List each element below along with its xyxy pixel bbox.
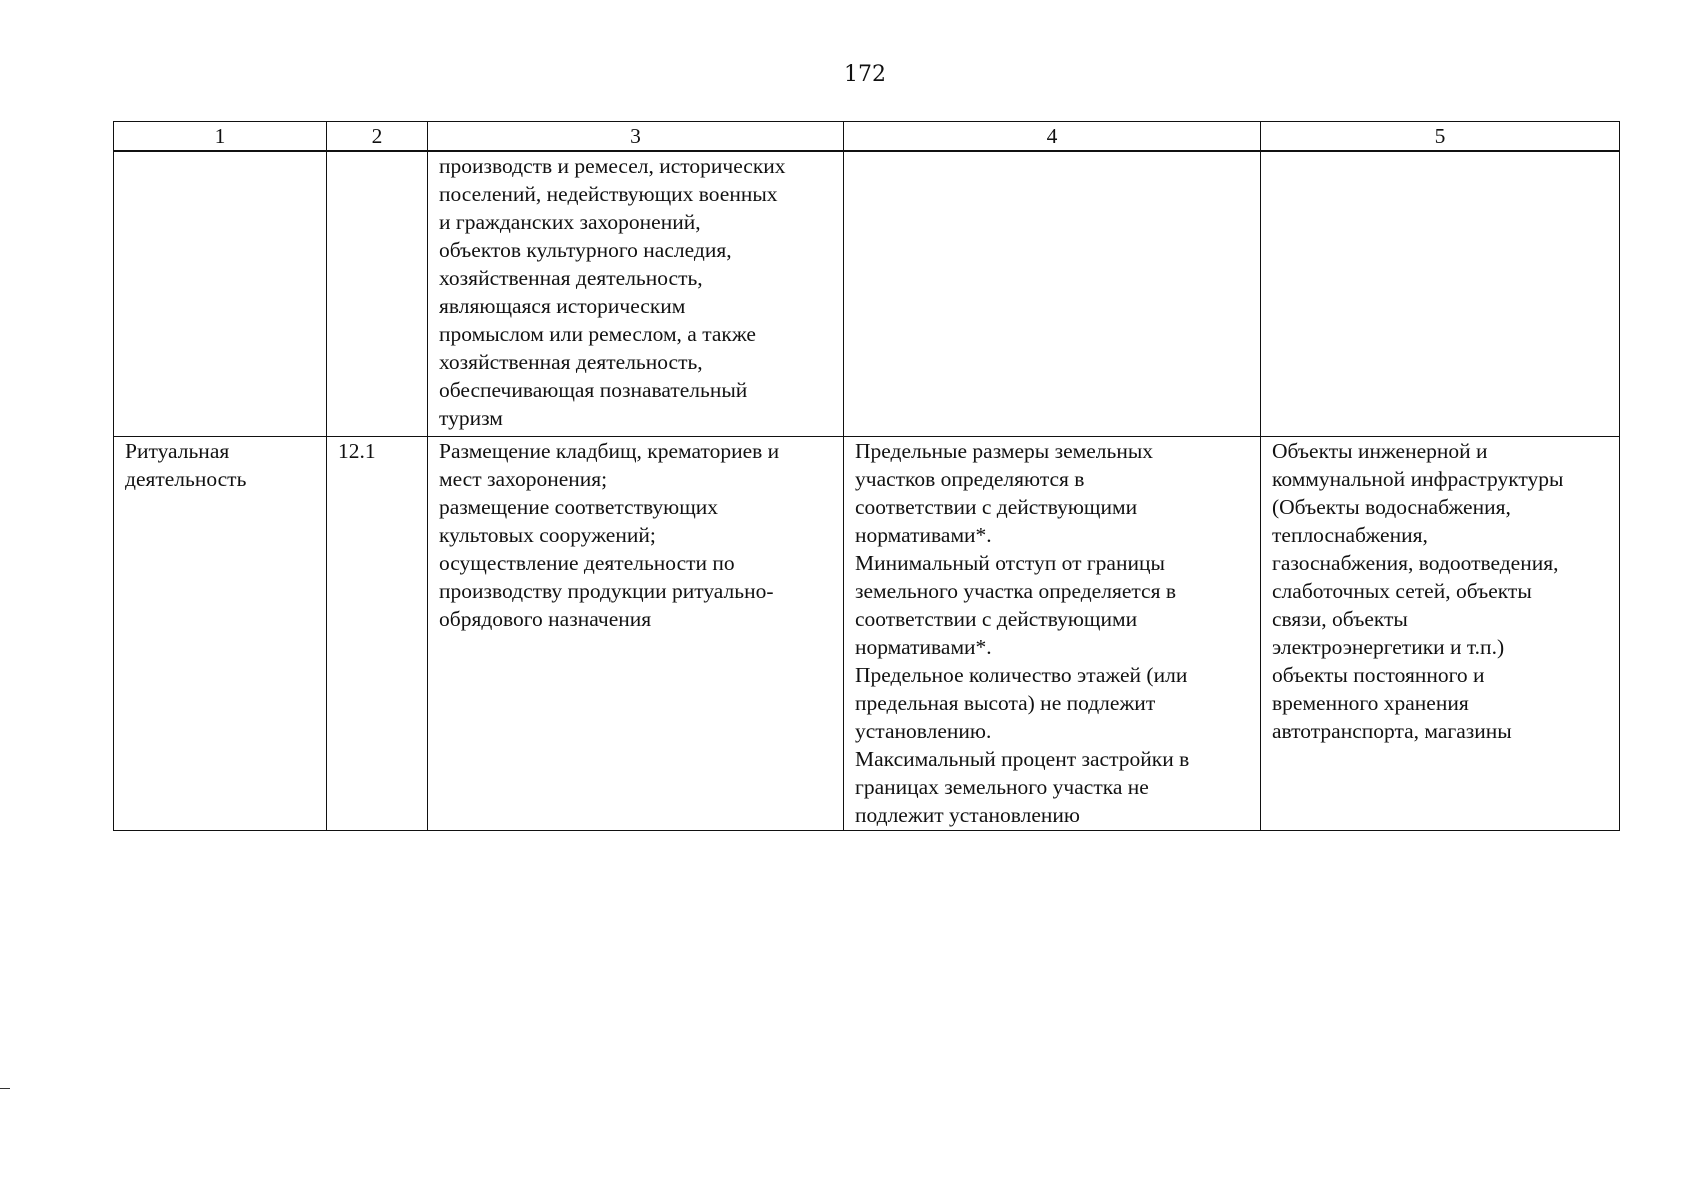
- cell-use-name: [114, 151, 327, 437]
- cell-description: Размещение кладбищ, крематориев и мест захоронения; размещение соответствующих культовых сооружений; осуществление деятельности по производству продукции ритуально- обрядового назначения: [428, 437, 844, 831]
- column-header-5: 5: [1261, 122, 1620, 152]
- table-row: [114, 437, 1620, 831]
- cell-auxiliary-uses: [1261, 151, 1620, 437]
- cell-parameters: [844, 151, 1261, 437]
- cell-code: 12.1: [327, 437, 428, 831]
- cell-use-name: Ритуальная деятельность: [114, 437, 327, 831]
- table-row: [114, 151, 1620, 437]
- cell-auxiliary-uses: Объекты инженерной и коммунальной инфраструктуры (Объекты водоснабжения, теплоснабжения, газоснабжения, водоотведения, слаботочных сетей, объекты связи, объекты электроэнергетики и т.п.) объекты постоянного и временного хранения автотранспорта, магазины: [1261, 437, 1620, 831]
- column-header-2: 2: [327, 122, 428, 152]
- cell-description: производств и ремесел, исторических поселений, недействующих военных и гражданских захоронений, объектов культурного наследия, хозяйственная деятельность, являющаяся историческим промыслом или ремеслом, а также хозяйственная деятельность, обеспечивающая познавательный туризм: [428, 151, 844, 437]
- header-row: [114, 122, 1620, 152]
- table-header: [114, 122, 1620, 152]
- cell-code: [327, 151, 428, 437]
- page-number: 172: [844, 62, 886, 87]
- margin-mark: [0, 1088, 10, 1089]
- column-header-4: 4: [844, 122, 1261, 152]
- column-header-1: 1: [114, 122, 327, 152]
- cell-parameters: Предельные размеры земельных участков определяются в соответствии с действующими нормативами*. Минимальный отступ от границы земельного участка определяется в соответствии с действующими нормативами*. Предельное количество этажей (или предельная высота) не подлежит установлению. Максимальный процент застройки в границах земельного участка не подлежит установлению: [844, 437, 1261, 831]
- zoning-table: [113, 121, 1620, 831]
- column-header-3: 3: [428, 122, 844, 152]
